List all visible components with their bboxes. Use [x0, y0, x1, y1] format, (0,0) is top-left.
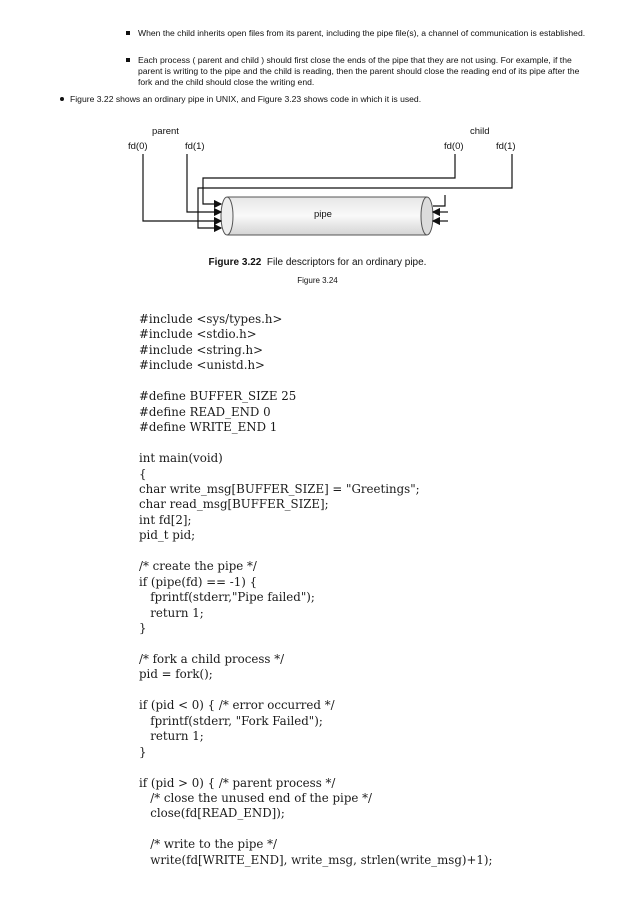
- round-bullet-icon: [60, 97, 64, 101]
- code-line: if (pipe(fd) == -1) {: [139, 574, 258, 589]
- child-fd0-label: fd(0): [444, 141, 464, 152]
- square-bullet-icon: [126, 31, 130, 35]
- parent-write-arrow: [187, 154, 221, 212]
- code-line: #define READ_END 0: [139, 404, 271, 419]
- code-line: write(fd[WRITE_END], write_msg, strlen(write_msg)+1);: [139, 852, 493, 867]
- figure-number: Figure 3.22: [208, 257, 262, 268]
- child-fd1-label: fd(1): [496, 141, 516, 152]
- code-line: /* fork a child process */: [139, 651, 285, 666]
- code-line: {: [139, 466, 147, 481]
- parent-fd0-label: fd(0): [128, 141, 148, 152]
- code-line: return 1;: [139, 605, 204, 620]
- bullet-text: When the child inherits open files from its parent, including the pipe file(s), a channel of communication is established.: [138, 28, 586, 38]
- figure-caption-text: File descriptors for an ordinary pipe.: [266, 257, 427, 268]
- pipe-diagram-svg: [0, 120, 635, 270]
- code-line: if (pid < 0) { /* error occurred */: [139, 698, 335, 713]
- code-line: #include <string.h>: [139, 342, 263, 357]
- code-line: if (pid > 0) { /* parent process */: [139, 775, 336, 790]
- code-line: #include <stdio.h>: [139, 327, 257, 342]
- code-line: #define BUFFER_SIZE 25: [139, 389, 297, 404]
- code-line: int fd[2];: [139, 512, 192, 527]
- code-line: #define WRITE_END 1: [139, 420, 278, 435]
- code-line: }: [139, 621, 147, 635]
- code-line: pid = fork();: [139, 667, 213, 682]
- code-line: return 1;: [139, 729, 204, 744]
- code-line: fprintf(stderr,"Pipe failed");: [139, 590, 315, 605]
- code-line: /* close the unused end of the pipe */: [139, 790, 372, 805]
- code-line: fprintf(stderr, "Fork Failed");: [139, 713, 323, 728]
- code-line: char read_msg[BUFFER_SIZE];: [139, 497, 329, 512]
- parent-fd1-label: fd(1): [185, 141, 205, 152]
- code-line: #include <sys/types.h>: [139, 312, 283, 326]
- bullet-text: Figure 3.22 shows an ordinary pipe in UNIX, and Figure 3.23 shows code in which it is used.: [70, 94, 422, 104]
- figure-reference: Figure 3.24: [297, 276, 338, 285]
- sub-bullet: [126, 28, 588, 39]
- code-line: close(fd[READ_END]);: [139, 806, 285, 821]
- code-line: /* create the pipe */: [139, 559, 257, 574]
- square-bullet-icon: [126, 58, 130, 62]
- pipe-to-child-arrow: [433, 195, 445, 206]
- sub-bullet: [126, 55, 588, 88]
- bullet-text: Each process ( parent and child ) should first close the ends of the pipe that they are not using. For example, if the parent is writing to the pipe and the child is reading, then the parent should close the reading end of its pipe after the fork and the child should close the writing end.: [138, 55, 580, 87]
- code-line: /* write to the pipe */: [139, 837, 277, 852]
- code-line: #include <unistd.h>: [139, 358, 265, 373]
- code-line: int main(void): [139, 451, 223, 466]
- parent-label: parent: [152, 126, 179, 137]
- figure-caption: [0, 257, 635, 268]
- child-label: child: [470, 126, 490, 137]
- code-line: }: [139, 744, 147, 759]
- code-line: pid_t pid;: [139, 528, 196, 543]
- pipe-diagram: [0, 120, 635, 270]
- code-line: char write_msg[BUFFER_SIZE] = "Greetings";: [139, 481, 420, 496]
- main-bullet: [60, 94, 610, 105]
- pipe-label: pipe: [314, 209, 332, 220]
- bleed-through-text: [230, 700, 590, 788]
